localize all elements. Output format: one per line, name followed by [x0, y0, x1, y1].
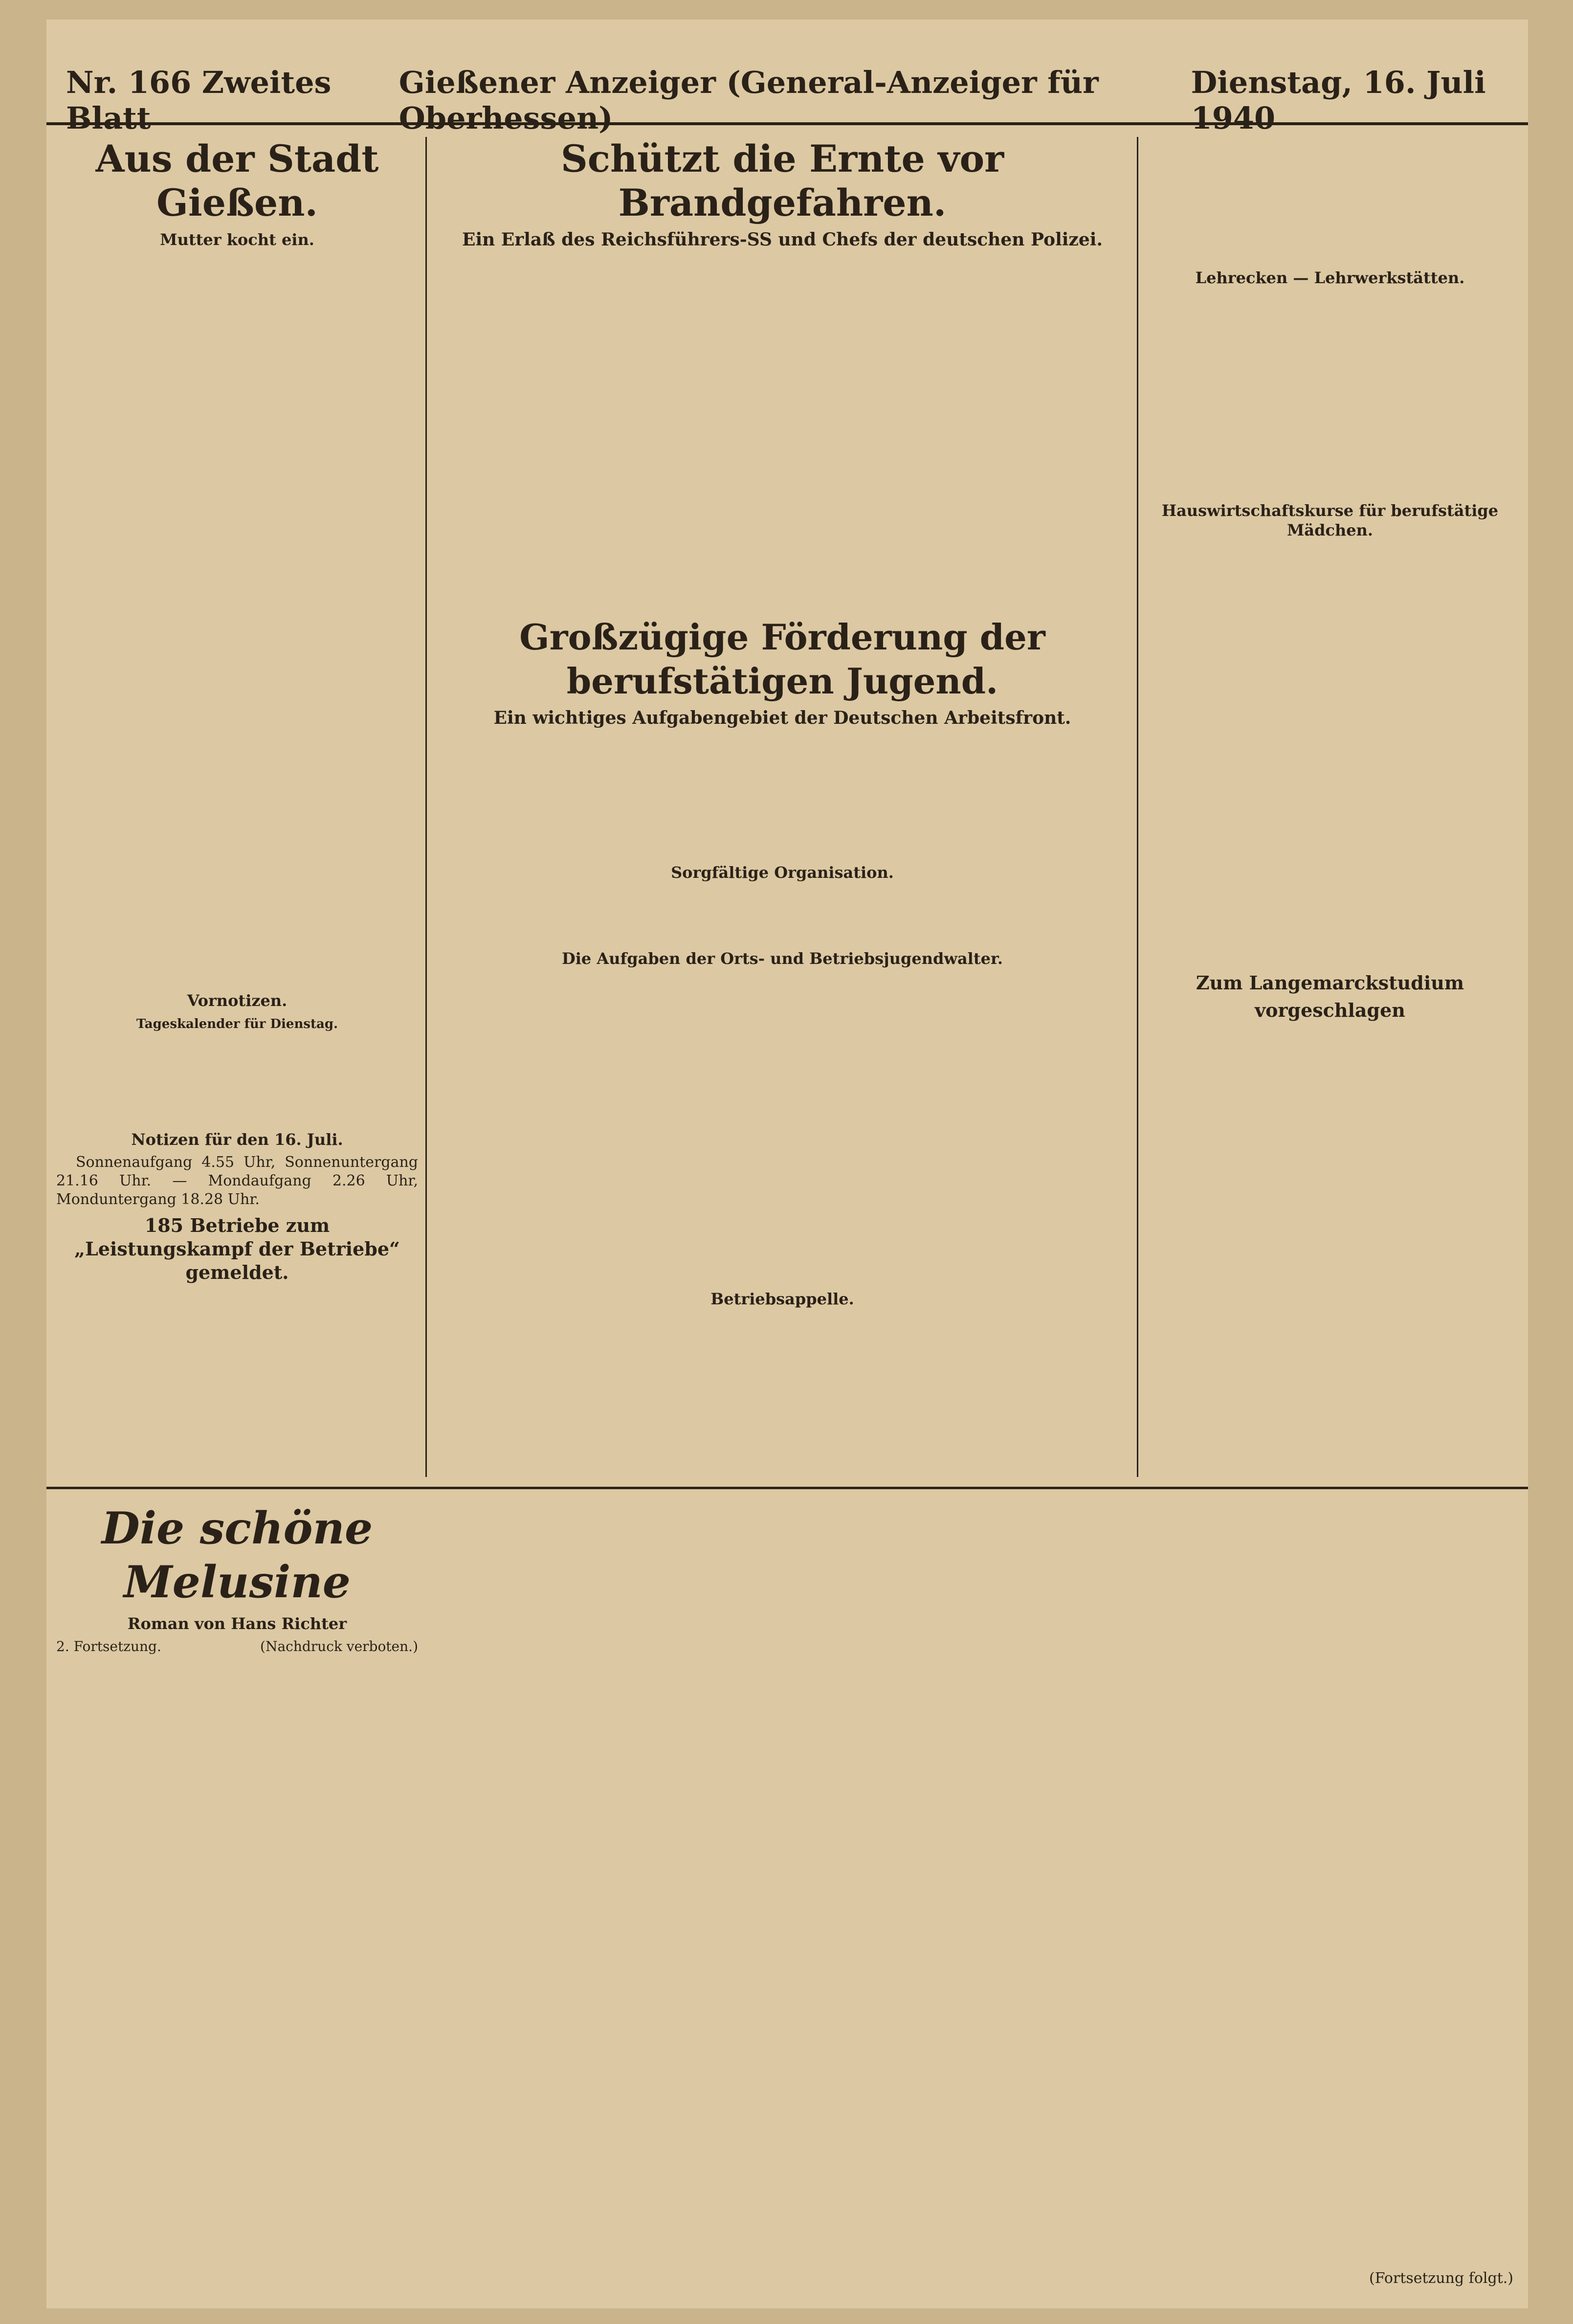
notes-text: Sonnenaufgang 4.55 Uhr, Sonnenuntergang 21.16 Uhr. — Mondaufgang 2.26 Uhr, Monduntergang 18.28 Uhr. — [56, 1154, 418, 1208]
notes-title: Notizen für den 16. Juli. — [131, 1130, 343, 1149]
column-local-news — [56, 137, 418, 1467]
notices-subtitle: Tageskalender für Dienstag. — [136, 1017, 338, 1031]
masthead — [46, 65, 1528, 136]
serial-byline: Roman von Hans Richter — [127, 1614, 347, 1633]
section-housekeeping: Hauswirtschaftskurse für berufstätige Mädchen. — [1161, 501, 1499, 539]
issue-number: Nr. 166 Zweites Blatt — [66, 65, 332, 136]
notices-title: Vornotizen. — [187, 991, 288, 1010]
serial-part: 2. Fortsetzung. — [56, 1638, 161, 1654]
section-title: Aus der Stadt Gießen. — [95, 137, 379, 224]
subhead-youth: Ein wichtiges Aufgabengebiet der Deutschen Arbeitsfront. — [493, 708, 1071, 728]
section-langemarck: Zum Langemarckstudium vorgeschlagen — [1196, 972, 1464, 1021]
section-appeals: Betriebsappelle. — [710, 1290, 854, 1308]
serial-novel — [56, 1501, 418, 2294]
column-main — [435, 137, 1130, 1477]
serial-note: (Nachdruck verboten.) — [260, 1638, 418, 1654]
headline-youth: Großzügige Förderung der berufstätigen Jugend. — [519, 616, 1045, 702]
serial-title: Die schöne Melusine — [101, 1502, 373, 1608]
article-body — [56, 253, 418, 987]
section-workshops: Lehrecken — Lehrwerkstätten. — [1195, 268, 1465, 287]
subhead-harvest: Ein Erlaß des Reichsführers-SS und Chefs der deutschen Polizei. — [462, 229, 1103, 250]
issue-date: Dienstag, 16. Juli 1940 — [1191, 65, 1486, 136]
section-tasks: Die Aufgaben der Orts- und Betriebsjugendwalter. — [561, 949, 1003, 968]
column-right — [1144, 137, 1516, 1477]
newspaper-name: Gießener Anzeiger (General-Anzeiger für Oberhessen) — [399, 65, 1099, 136]
article-title: Mutter kocht ein. — [160, 230, 314, 249]
headline-harvest: Schützt die Ernte vor Brandgefahren. — [560, 137, 1004, 224]
section-organisation: Sorgfältige Organisation. — [671, 863, 894, 882]
newspaper-page — [46, 20, 1528, 2308]
serial-end: (Fortsetzung folgt.) — [1369, 2270, 1513, 2287]
betriebe-title: 185 Betriebe zum „Leistungskampf der Betriebe“ gemeldet. — [74, 1214, 400, 1283]
